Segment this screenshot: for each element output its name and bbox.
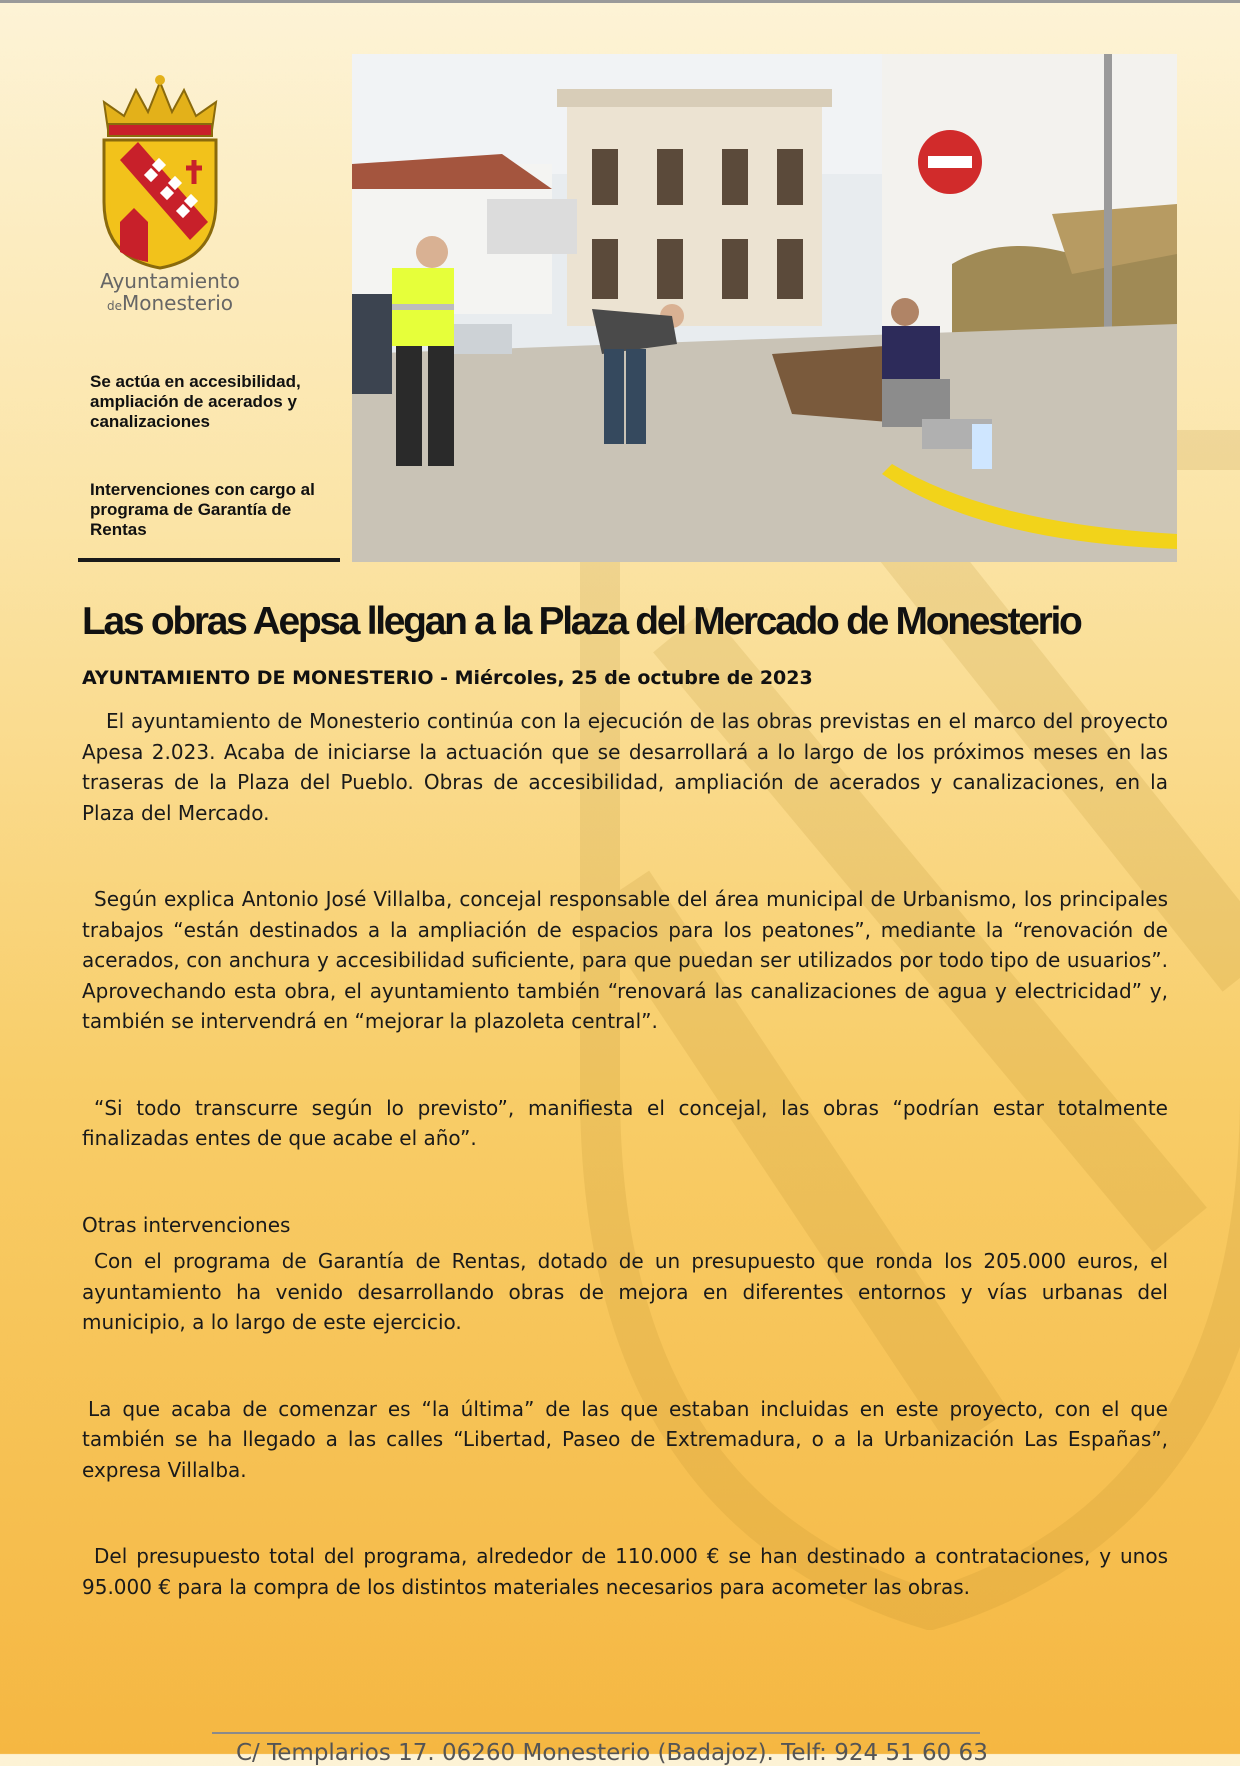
- crown-icon: [104, 75, 216, 136]
- sidebar-divider: [78, 558, 340, 562]
- article-headline: Las obras Aepsa llegan a la Plaza del Mercado de Monesterio: [82, 600, 1081, 643]
- footer-address: C/ Templarios 17. 06260 Monesterio (Badajoz). Telf: 924 51 60 63: [236, 1740, 988, 1766]
- logo-wordmark: [90, 270, 250, 317]
- article-body: [82, 706, 1168, 1658]
- article-paragraph-1: El ayuntamiento de Monesterio continúa con la ejecución de las obras previstas en el marco del proyecto Apesa 2.023. Acaba de iniciarse la actuación que se desarrollará a lo largo de los próximos meses en las traseras de la Plaza del Pueblo. Obras de accesibilidad, ampliación de acerados y canalizaciones, en la Plaza del Mercado.: [82, 709, 1168, 825]
- sidebar-note-garantia: Intervenciones con cargo al programa de Garantía de Rentas: [90, 480, 315, 539]
- article-dateline: AYUNTAMIENTO DE MONESTERIO - Miércoles, 25 de octubre de 2023: [82, 667, 813, 689]
- article-paragraph-6: Del presupuesto total del programa, alrededor de 110.000 € se han destinado a contrataciones, y unos 95.000 € para la compra de los distintos materiales necesarios para acometer las obras.: [82, 1544, 1168, 1599]
- footer-divider: [212, 1732, 980, 1734]
- article-subheading: Otras intervenciones: [82, 1212, 291, 1237]
- article-photo: [352, 54, 1177, 562]
- shield-icon: [104, 140, 216, 268]
- sidebar-note-accesibilidad: Se actúa en accesibilidad, ampliación de acerados y canalizaciones: [90, 372, 301, 431]
- article-paragraph-3: “Si todo transcurre según lo previsto”, manifiesta el concejal, las obras “podrían estar totalmente finalizadas entes de que acabe el año”.: [82, 1095, 1168, 1150]
- article-paragraph-2: Según explica Antonio José Villalba, concejal responsable del área municipal de Urbanismo, los principales trabajos “están destinados a la ampliación de espacios para los peatones”, mediante la “renovación de acerados, con anchura y accesibilidad suficiente, para que puedan ser utilizados por todo tipo de usuarios”. Aprovechando esta obra, el ayuntamiento también “renovará las canalizaciones de agua y electricidad” y, también se intervendrá en “mejorar la plazoleta central”.: [82, 887, 1168, 1033]
- article-paragraph-4: Con el programa de Garantía de Rentas, dotado de un presupuesto que ronda los 205.000 euros, el ayuntamiento ha venido desarrollando obras de mejora en diferentes entornos y vías urbanas del municipio, a lo largo de este ejercicio.: [82, 1249, 1168, 1334]
- logo-line-ayuntamiento: Ayuntamiento: [100, 269, 240, 293]
- logo-town: Monesterio: [121, 291, 234, 315]
- logo-prefix: de: [106, 299, 122, 313]
- logo-line-monesterio: [90, 292, 250, 317]
- coat-of-arms-logo: [90, 72, 230, 272]
- page-top-border: [0, 0, 1240, 9]
- article-paragraph-5: La que acaba de comenzar es “la última” de las que estaban incluidas en este proyecto, con el que también se ha llegado a las calles “Libertad, Paseo de Extremadura, o a la Urbanización Las Españas”, expresa Villalba.: [82, 1396, 1168, 1482]
